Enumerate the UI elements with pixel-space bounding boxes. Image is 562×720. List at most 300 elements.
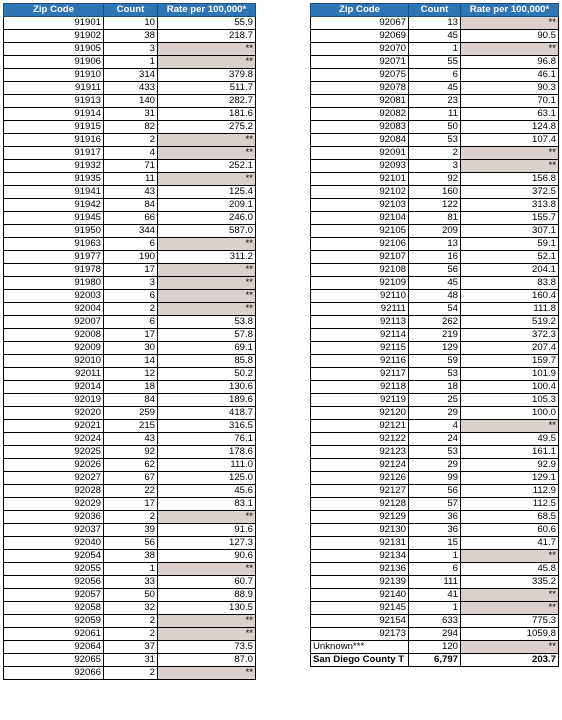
rate-cell: 313.8 (461, 199, 559, 212)
rate-cell: 101.9 (461, 368, 559, 381)
table-row (4, 43, 256, 56)
zip-cell: 92140 (311, 589, 409, 602)
table-row (4, 186, 256, 199)
count-cell: 13 (409, 17, 461, 30)
zip-cell: 92134 (311, 550, 409, 563)
rate-cell: 53.8 (158, 316, 256, 329)
count-cell: 344 (104, 225, 158, 238)
count-cell: 53 (409, 368, 461, 381)
header-rate: Rate per 100,000* (461, 4, 559, 17)
zip-cell: 92124 (311, 459, 409, 472)
rate-cell: 282.7 (158, 95, 256, 108)
rate-cell: 59.1 (461, 238, 559, 251)
rate-cell: 50.2 (158, 368, 256, 381)
zip-cell: 92003 (4, 290, 104, 303)
table-row (4, 303, 256, 316)
rate-cell: 70.1 (461, 95, 559, 108)
zip-cell: 92126 (311, 472, 409, 485)
count-cell: 215 (104, 420, 158, 433)
rate-cell: ** (158, 173, 256, 186)
zip-cell: 92108 (311, 264, 409, 277)
count-cell: 190 (104, 251, 158, 264)
zip-cell: 91905 (4, 43, 104, 56)
count-cell: 17 (104, 329, 158, 342)
zip-cell: 92057 (4, 589, 104, 602)
count-cell: 2 (104, 303, 158, 316)
header-row (4, 4, 256, 17)
count-cell: 45 (409, 30, 461, 43)
zip-cell: 92055 (4, 563, 104, 576)
count-cell: 22 (104, 485, 158, 498)
zip-cell: 91941 (4, 186, 104, 199)
table-row (311, 485, 559, 498)
zip-cell: 92128 (311, 498, 409, 511)
rate-cell: 189.6 (158, 394, 256, 407)
count-cell: 13 (409, 238, 461, 251)
zip-cell: 92117 (311, 368, 409, 381)
table-row (311, 69, 559, 82)
rate-cell: 129.1 (461, 472, 559, 485)
zip-cell: 92020 (4, 407, 104, 420)
count-cell: 39 (104, 524, 158, 537)
table-row (4, 173, 256, 186)
zip-cell: 92054 (4, 550, 104, 563)
zip-cell: 91910 (4, 69, 104, 82)
table-row (4, 290, 256, 303)
count-cell: 38 (104, 30, 158, 43)
zip-cell: 92107 (311, 251, 409, 264)
table-row (4, 355, 256, 368)
rate-cell: 68.5 (461, 511, 559, 524)
rate-cell: ** (158, 56, 256, 69)
rate-cell: 112.5 (461, 498, 559, 511)
zip-cell: 92083 (311, 121, 409, 134)
count-cell: 3 (409, 160, 461, 173)
table-body-right (311, 17, 559, 667)
rate-cell: 85.8 (158, 355, 256, 368)
table-row (4, 108, 256, 121)
zip-cell: 92066 (4, 667, 104, 680)
rate-cell: ** (461, 550, 559, 563)
rate-cell: 204.1 (461, 264, 559, 277)
table-row (311, 420, 559, 433)
count-cell: 2 (104, 628, 158, 641)
rate-cell: ** (461, 147, 559, 160)
count-cell: 111 (409, 576, 461, 589)
zip-cell: 92173 (311, 628, 409, 641)
zip-cell: 92091 (311, 147, 409, 160)
zip-cell: 92115 (311, 342, 409, 355)
zip-cell: 91963 (4, 238, 104, 251)
count-cell: 81 (409, 212, 461, 225)
table-row (4, 30, 256, 43)
count-cell: 84 (104, 199, 158, 212)
count-cell: 3 (104, 277, 158, 290)
count-cell: 38 (104, 550, 158, 563)
count-cell: 55 (409, 56, 461, 69)
zip-cell: 91913 (4, 95, 104, 108)
table-row (311, 563, 559, 576)
rate-cell: 105.3 (461, 394, 559, 407)
zip-cell: 92113 (311, 316, 409, 329)
zip-cell: 92122 (311, 433, 409, 446)
header-rate: Rate per 100,000* (158, 4, 256, 17)
rate-cell: 181.6 (158, 108, 256, 121)
count-cell: 82 (104, 121, 158, 134)
table-row (4, 199, 256, 212)
table-row (311, 550, 559, 563)
table-row (4, 342, 256, 355)
table-row (4, 498, 256, 511)
table-row (4, 368, 256, 381)
rate-cell: 587.0 (158, 225, 256, 238)
count-cell: 6 (104, 290, 158, 303)
rate-cell: 83.1 (158, 498, 256, 511)
rate-cell: 155.7 (461, 212, 559, 225)
table-row (4, 17, 256, 30)
rate-cell: 207.4 (461, 342, 559, 355)
rate-cell: 52.1 (461, 251, 559, 264)
rate-cell: ** (158, 628, 256, 641)
count-cell: 32 (104, 602, 158, 615)
zip-cell: 92101 (311, 173, 409, 186)
table-row (311, 147, 559, 160)
count-cell: 1 (409, 602, 461, 615)
table-row (4, 329, 256, 342)
table-row (4, 316, 256, 329)
count-cell: 3 (104, 43, 158, 56)
zip-cell: 92025 (4, 446, 104, 459)
zip-cell: 92082 (311, 108, 409, 121)
table-row (311, 511, 559, 524)
count-cell: 6 (409, 69, 461, 82)
table-row (311, 576, 559, 589)
rate-cell: 45.6 (158, 485, 256, 498)
rate-cell: 316.5 (158, 420, 256, 433)
zip-cell: 92061 (4, 628, 104, 641)
count-cell: 67 (104, 472, 158, 485)
table-row (311, 602, 559, 615)
header-count: Count (104, 4, 158, 17)
rate-cell: 125.4 (158, 186, 256, 199)
count-cell: 43 (104, 433, 158, 446)
table-row (311, 407, 559, 420)
table-row (311, 173, 559, 186)
count-cell: 53 (409, 446, 461, 459)
table-row (4, 537, 256, 550)
count-cell: 36 (409, 511, 461, 524)
count-cell: 17 (104, 264, 158, 277)
count-cell: 1 (104, 563, 158, 576)
count-cell: 15 (409, 537, 461, 550)
count-cell: 50 (104, 589, 158, 602)
table-row (4, 95, 256, 108)
table-row (311, 472, 559, 485)
zip-cell: 92120 (311, 407, 409, 420)
table-row (311, 186, 559, 199)
count-cell: 4 (104, 147, 158, 160)
rate-cell: 1059.8 (461, 628, 559, 641)
table-row (311, 290, 559, 303)
zip-cell: 92121 (311, 420, 409, 433)
zip-cell: 92019 (4, 394, 104, 407)
zip-cell: 92059 (4, 615, 104, 628)
rate-cell: 112.9 (461, 485, 559, 498)
count-cell: 12 (104, 368, 158, 381)
rate-cell: 511.7 (158, 82, 256, 95)
rate-cell: 372.5 (461, 186, 559, 199)
count-cell: 57 (409, 498, 461, 511)
count-cell: 18 (104, 381, 158, 394)
rate-cell: 127.3 (158, 537, 256, 550)
zip-cell: 91978 (4, 264, 104, 277)
zip-cell: 92145 (311, 602, 409, 615)
table-row (311, 368, 559, 381)
table-row (4, 134, 256, 147)
zip-cell: 91902 (4, 30, 104, 43)
count-cell: 1 (409, 43, 461, 56)
count-cell: 31 (104, 654, 158, 667)
rate-cell: 96.8 (461, 56, 559, 69)
zip-cell: 92084 (311, 134, 409, 147)
rate-cell: 311.2 (158, 251, 256, 264)
rate-cell: 49.5 (461, 433, 559, 446)
count-cell: 4 (409, 420, 461, 433)
table-row (4, 485, 256, 498)
rate-cell: 178.6 (158, 446, 256, 459)
rate-cell: ** (461, 602, 559, 615)
table-row (4, 407, 256, 420)
rate-cell: 130.6 (158, 381, 256, 394)
table-row (4, 160, 256, 173)
zip-cell: 92056 (4, 576, 104, 589)
table-row (311, 30, 559, 43)
table-row (311, 82, 559, 95)
zip-cell: 92064 (4, 641, 104, 654)
count-cell: 30 (104, 342, 158, 355)
rate-cell: 90.3 (461, 82, 559, 95)
table-row (311, 459, 559, 472)
count-cell: 36 (409, 524, 461, 537)
rate-cell: 125.0 (158, 472, 256, 485)
table-row (311, 303, 559, 316)
rate-cell: ** (158, 563, 256, 576)
zip-cell: 92067 (311, 17, 409, 30)
table-row (4, 667, 256, 680)
count-cell: 11 (409, 108, 461, 121)
count-cell: 41 (409, 589, 461, 602)
table-row (311, 43, 559, 56)
count-cell: 84 (104, 394, 158, 407)
rate-cell: 218.7 (158, 30, 256, 43)
rate-cell: ** (158, 147, 256, 160)
zip-cell: 92131 (311, 537, 409, 550)
rate-cell: ** (461, 641, 559, 654)
table-row (4, 524, 256, 537)
count-cell: 56 (409, 485, 461, 498)
rate-cell: 130.5 (158, 602, 256, 615)
rate-cell: 418.7 (158, 407, 256, 420)
zip-cell: 92129 (311, 511, 409, 524)
count-cell: 262 (409, 316, 461, 329)
unknown-row (311, 641, 559, 654)
count-cell: 31 (104, 108, 158, 121)
count-cell: 6 (104, 238, 158, 251)
rate-cell: 100.0 (461, 407, 559, 420)
rate-cell: 90.6 (158, 550, 256, 563)
zip-cell: 92011 (4, 368, 104, 381)
table-row (4, 641, 256, 654)
zip-cell: 92071 (311, 56, 409, 69)
zip-cell: 92010 (4, 355, 104, 368)
zip-cell: Unknown*** (311, 641, 409, 654)
rate-cell: 156.8 (461, 173, 559, 186)
table-row (311, 199, 559, 212)
rate-cell: 83.8 (461, 277, 559, 290)
zip-cell: 92139 (311, 576, 409, 589)
count-cell: 29 (409, 407, 461, 420)
count-cell: 1 (104, 56, 158, 69)
zip-cell: 92078 (311, 82, 409, 95)
zip-cell: 92105 (311, 225, 409, 238)
rate-cell: 87.0 (158, 654, 256, 667)
table-row (4, 472, 256, 485)
zip-cell: 91917 (4, 147, 104, 160)
rate-cell: 775.3 (461, 615, 559, 628)
count-cell: 54 (409, 303, 461, 316)
zip-cell: 92127 (311, 485, 409, 498)
zip-cell: 92069 (311, 30, 409, 43)
table-row (311, 628, 559, 641)
rate-cell: 252.1 (158, 160, 256, 173)
count-cell: 122 (409, 199, 461, 212)
count-cell: 59 (409, 355, 461, 368)
count-cell: 2 (409, 147, 461, 160)
rate-cell: ** (158, 290, 256, 303)
zip-cell: 92058 (4, 602, 104, 615)
rate-cell: 124.8 (461, 121, 559, 134)
rate-cell: 275.2 (158, 121, 256, 134)
count-cell: 92 (409, 173, 461, 186)
zip-cell: 92106 (311, 238, 409, 251)
rate-cell: ** (158, 134, 256, 147)
table-row (4, 433, 256, 446)
table-row (4, 56, 256, 69)
rate-cell: 57.8 (158, 329, 256, 342)
table-row (311, 342, 559, 355)
header-zip-code: Zip Code (4, 4, 104, 17)
table-row (4, 459, 256, 472)
table-row (4, 238, 256, 251)
zip-cell: 91906 (4, 56, 104, 69)
count-cell: 43 (104, 186, 158, 199)
rate-cell: 111.8 (461, 303, 559, 316)
header-count: Count (409, 4, 461, 17)
rate-cell: ** (158, 277, 256, 290)
table-row (311, 238, 559, 251)
table-row (4, 121, 256, 134)
zip-cell: 92026 (4, 459, 104, 472)
table-row (311, 329, 559, 342)
rate-cell: 60.7 (158, 576, 256, 589)
zip-cell: 91914 (4, 108, 104, 121)
rate-cell: ** (158, 264, 256, 277)
count-cell: 219 (409, 329, 461, 342)
rate-cell: ** (461, 43, 559, 56)
table-row (311, 251, 559, 264)
table-row (4, 602, 256, 615)
rate-cell: 203.7 (461, 654, 559, 667)
rate-cell: 73.5 (158, 641, 256, 654)
zip-cell: 92119 (311, 394, 409, 407)
table-row (4, 225, 256, 238)
table-row (4, 212, 256, 225)
table-row (311, 524, 559, 537)
table-row (311, 394, 559, 407)
count-cell: 129 (409, 342, 461, 355)
rate-cell: ** (158, 511, 256, 524)
zip-cell: 92070 (311, 43, 409, 56)
table-row (4, 420, 256, 433)
zip-cell: 92014 (4, 381, 104, 394)
rate-cell: ** (158, 238, 256, 251)
zip-cell: 92103 (311, 199, 409, 212)
table-row (311, 589, 559, 602)
table-row (311, 134, 559, 147)
rate-cell: 100.4 (461, 381, 559, 394)
table-row (4, 251, 256, 264)
count-cell: 14 (104, 355, 158, 368)
count-cell: 433 (104, 82, 158, 95)
count-cell: 56 (409, 264, 461, 277)
count-cell: 6 (409, 563, 461, 576)
zip-cell: 91901 (4, 17, 104, 30)
table-row (4, 628, 256, 641)
zip-cell: 92130 (311, 524, 409, 537)
count-cell: 633 (409, 615, 461, 628)
zip-cell: 91945 (4, 212, 104, 225)
count-cell: 2 (104, 511, 158, 524)
rate-cell: ** (158, 615, 256, 628)
count-cell: 294 (409, 628, 461, 641)
count-cell: 24 (409, 433, 461, 446)
zip-cell: 92111 (311, 303, 409, 316)
table-row (4, 264, 256, 277)
table-row (4, 576, 256, 589)
zip-cell: 91977 (4, 251, 104, 264)
zip-cell: 91916 (4, 134, 104, 147)
count-cell: 50 (409, 121, 461, 134)
zip-cell: 91980 (4, 277, 104, 290)
rate-cell: 92.9 (461, 459, 559, 472)
rate-cell: ** (158, 667, 256, 680)
zip-cell: 92123 (311, 446, 409, 459)
table-row (311, 615, 559, 628)
zip-cell: 92081 (311, 95, 409, 108)
count-cell: 92 (104, 446, 158, 459)
rate-cell: 60.6 (461, 524, 559, 537)
unknown-row (311, 654, 559, 667)
table-row (311, 355, 559, 368)
rate-cell: 107.4 (461, 134, 559, 147)
table-row (311, 56, 559, 69)
table-row (4, 654, 256, 667)
zip-cell: 92037 (4, 524, 104, 537)
table-row (311, 498, 559, 511)
zip-cell: 92024 (4, 433, 104, 446)
rate-cell: 45.8 (461, 563, 559, 576)
rate-cell: 69.1 (158, 342, 256, 355)
